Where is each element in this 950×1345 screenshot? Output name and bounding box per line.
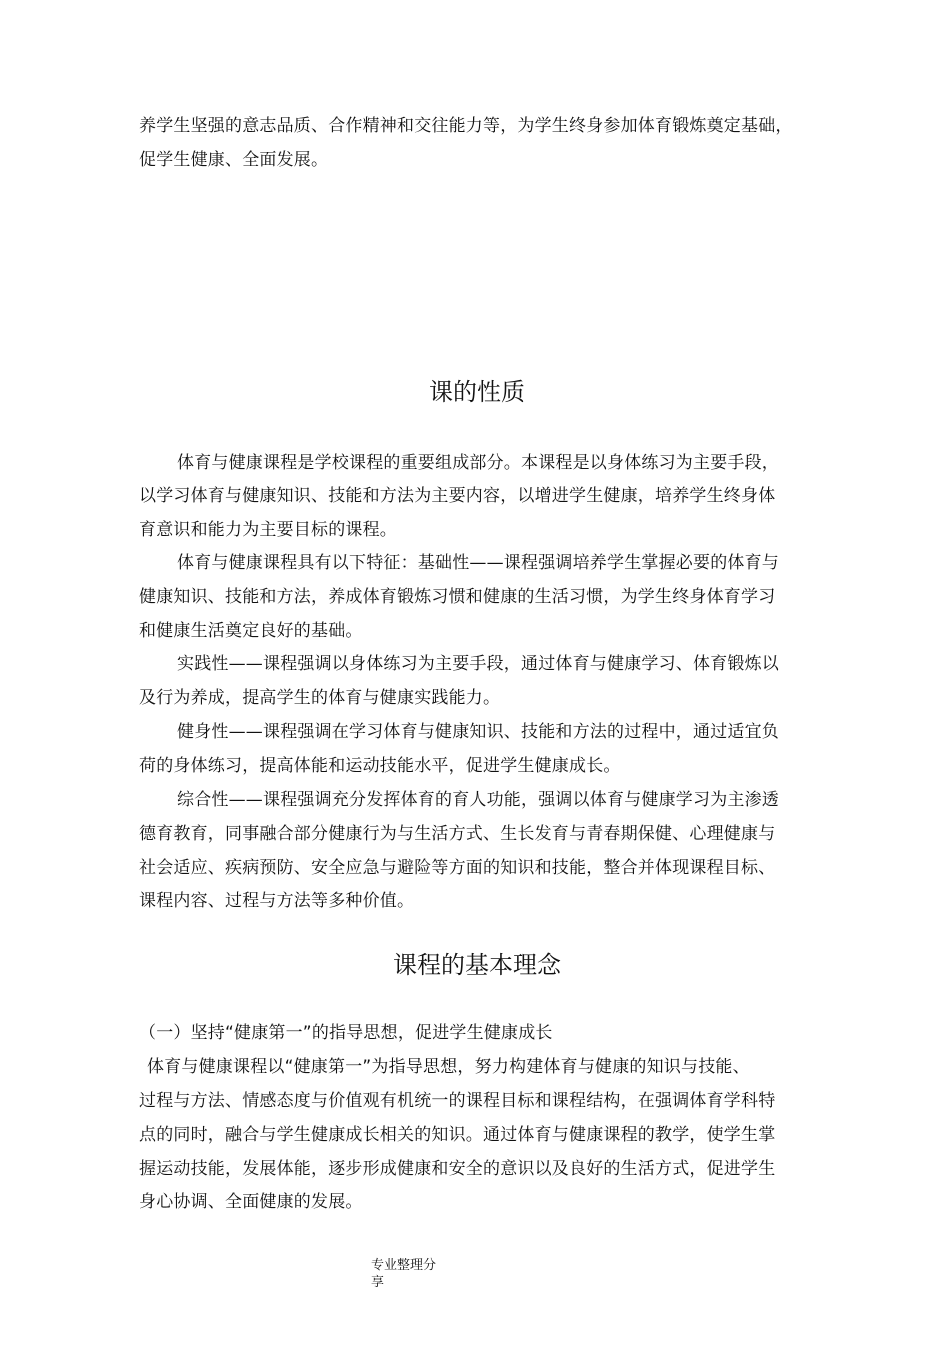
paragraph-line: 育意识和能力为主要目标的课程。 [139,520,397,540]
paragraph-line: 健身性——课程强调在学习体育与健康知识、技能和方法的过程中，通过适宜负 [177,722,779,742]
paragraph-line: 荷的身体练习，提高体能和运动技能水平，促进学生健康成长。 [139,756,621,776]
paragraph-line: 健康知识、技能和方法，养成体育锻炼习惯和健康的生活习惯，为学生终身体育学习 [139,587,776,607]
paragraph-line: 体育与健康课程是学校课程的重要组成部分。本课程是以身体练习为主要手段， [177,453,779,473]
paragraph-line: 社会适应、疾病预防、安全应急与避险等方面的知识和技能，整合并体现课程目标、 [139,858,776,878]
paragraph-line: 以学习体育与健康知识、技能和方法为主要内容，以增进学生健康，培养学生终身体 [139,486,776,506]
subsection-title: （一）坚持“健康第一”的指导思想，促进学生健康成长 [139,1023,553,1043]
paragraph-line: 综合性——课程强调充分发挥体育的育人功能，强调以体育与健康学习为主渗透 [177,790,779,810]
intro-line-2: 促学生健康、全面发展。 [139,150,329,170]
paragraph-line: 身心协调、全面健康的发展。 [139,1192,363,1212]
section-title-nature: 课的性质 [429,378,525,406]
paragraph-line: 及行为养成，提高学生的体育与健康实践能力。 [139,688,501,708]
section-title-concepts: 课程的基本理念 [393,951,561,979]
paragraph-line: 体育与健康课程具有以下特征：基础性——课程强调培养学生掌握必要的体育与 [177,553,779,573]
paragraph-line: 德育教育，同事融合部分健康行为与生活方式、生长发育与青春期保健、心理健康与 [139,824,776,844]
footer-text-line-1: 专业整理分 [371,1258,437,1273]
footer-text-line-2: 享 [371,1275,385,1290]
paragraph-line: 实践性——课程强调以身体练习为主要手段，通过体育与健康学习、体育锻炼以 [177,654,779,674]
paragraph-line: 和健康生活奠定良好的基础。 [139,621,363,641]
paragraph-line: 点的同时，融合与学生健康成长相关的知识。通过体育与健康课程的教学，使学生掌 [139,1125,776,1145]
paragraph-line: 体育与健康课程以“健康第一”为指导思想，努力构建体育与健康的知识与技能、 [147,1057,750,1077]
paragraph-line: 课程内容、过程与方法等多种价值。 [139,891,415,911]
paragraph-line: 握运动技能，发展体能，逐步形成健康和安全的意识以及良好的生活方式，促进学生 [139,1159,776,1179]
intro-line-1: 养学生坚强的意志品质、合作精神和交往能力等，为学生终身参加体育锻炼奠定基础， [139,116,793,136]
paragraph-line: 过程与方法、情感态度与价值观有机统一的课程目标和课程结构，在强调体育学科特 [139,1091,776,1111]
